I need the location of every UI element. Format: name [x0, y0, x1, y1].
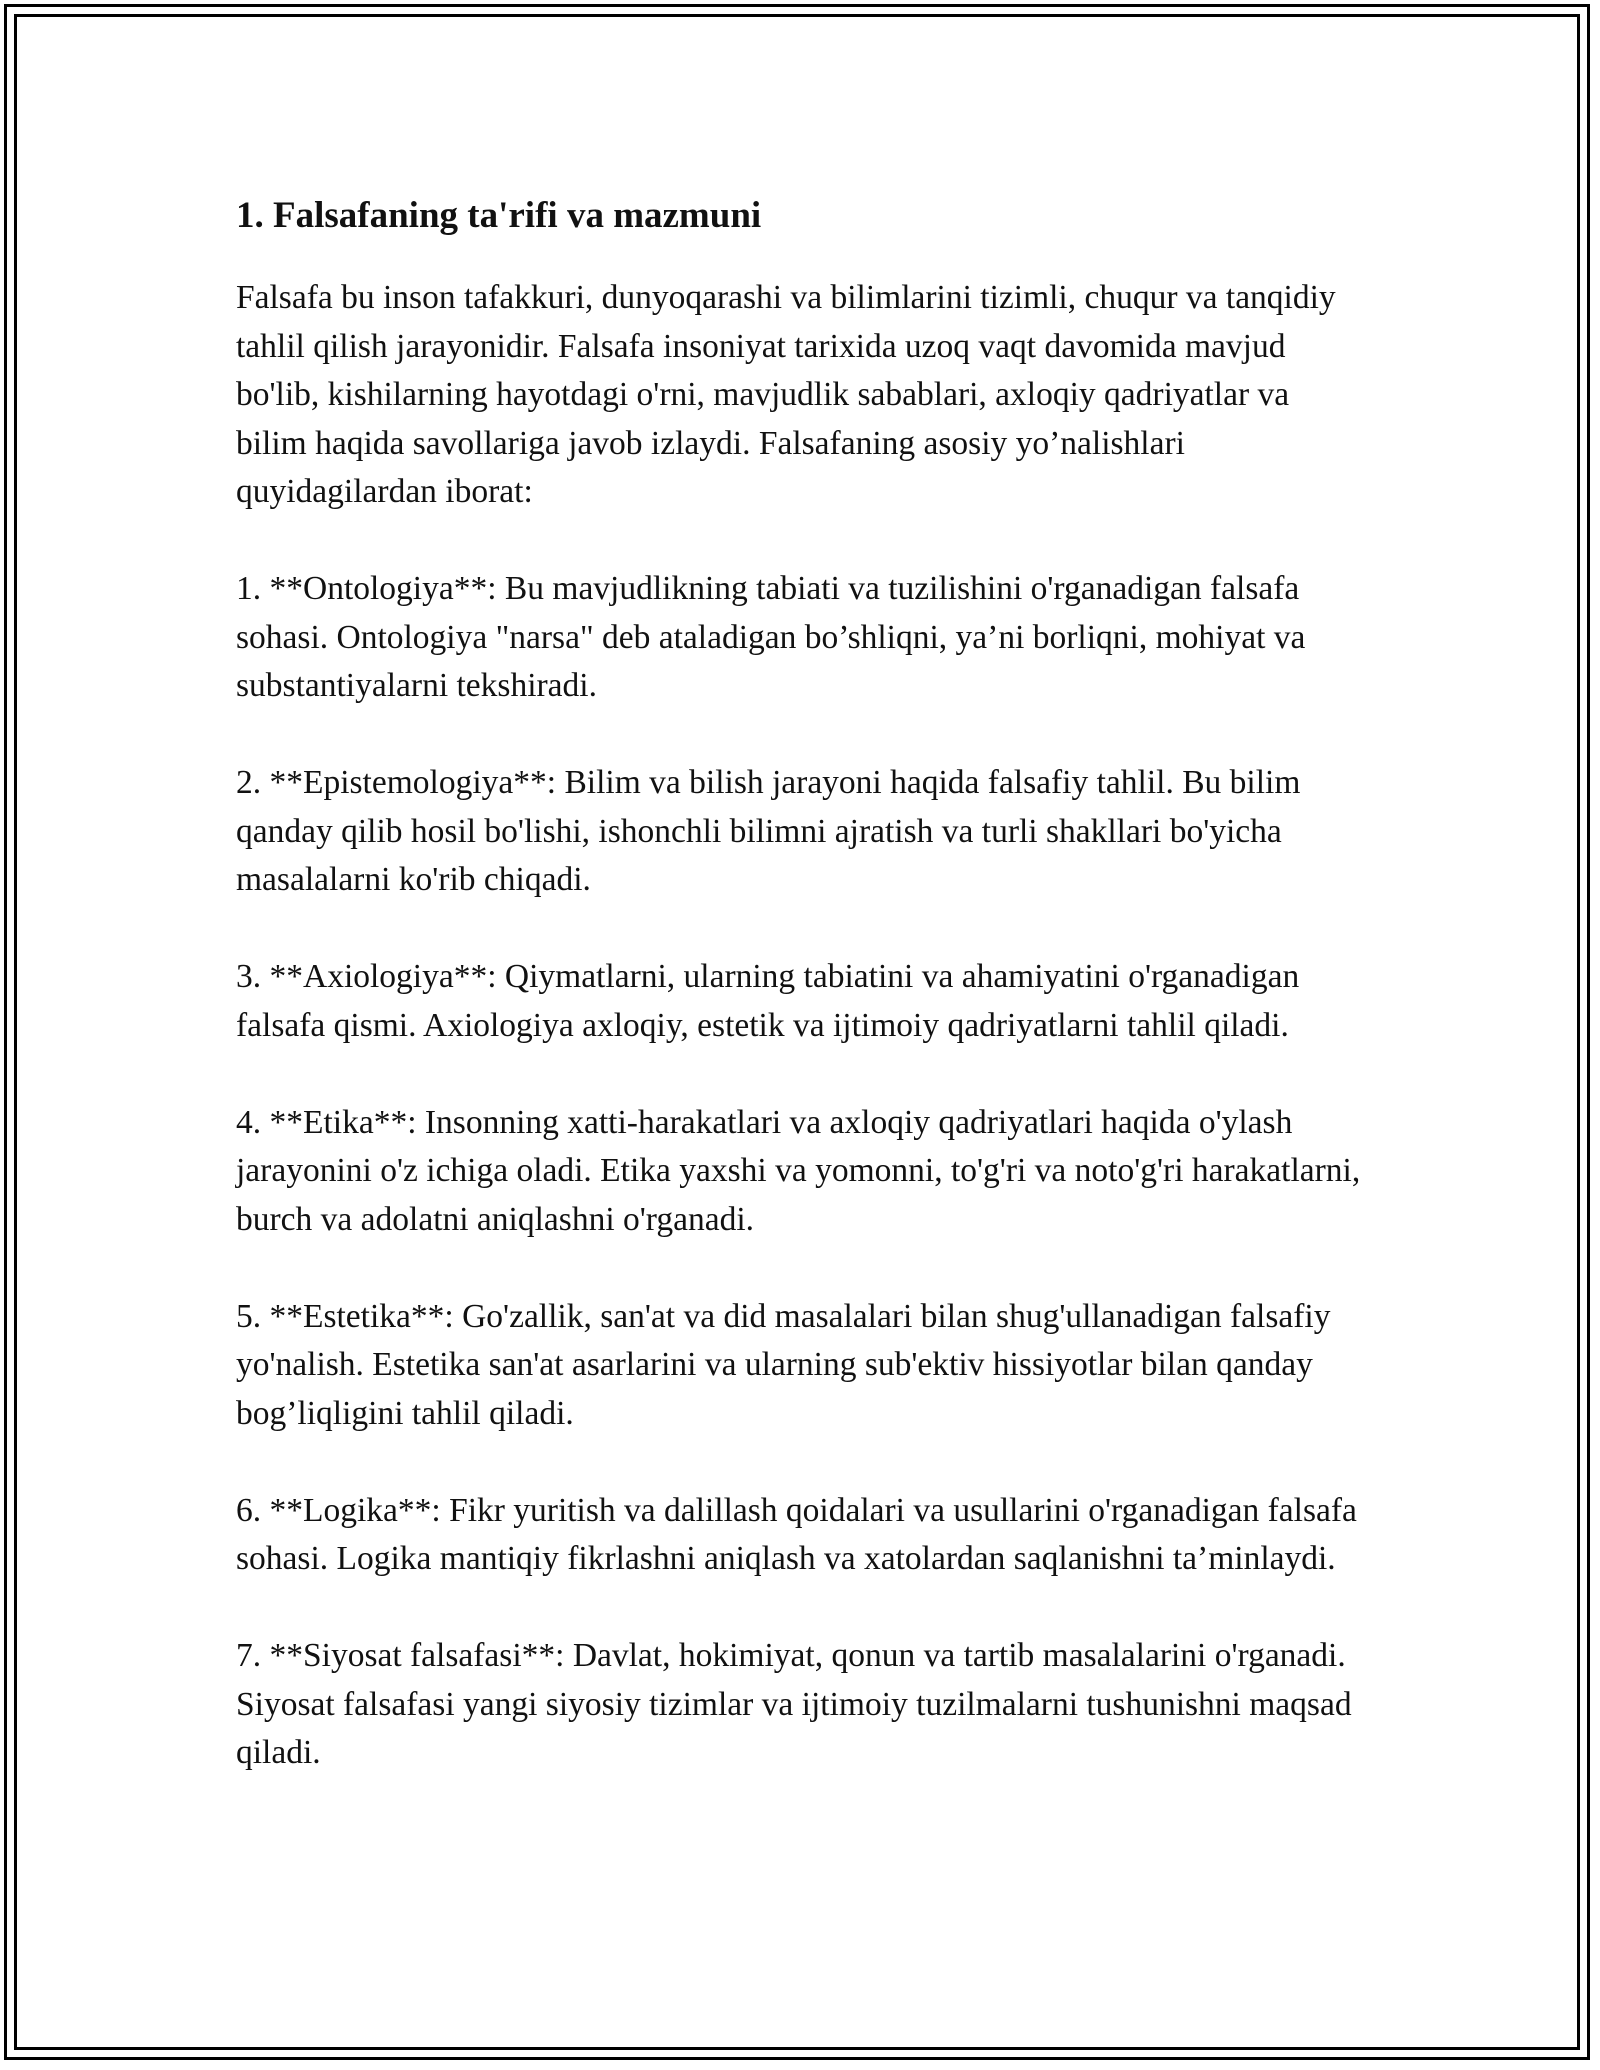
section-heading: 1. Falsafaning ta'rifi va mazmuni	[236, 195, 762, 236]
list-item-axiologiya: 3. **Axiologiya**: Qiymatlarni, ularning tabiatini va ahamiyatini o'rganadigan falsafa qismi. Axiologiya axloqiy, estetik va ijtimoiy qadriyatlarni tahlil qiladi.	[236, 958, 1300, 1044]
list-item-ontologiya: 1. **Ontologiya**: Bu mavjudlikning tabiati va tuzilishini o'rganadigan falsafa sohasi. Ontologiya "narsa" deb ataladigan bo’shliqni, ya’ni borliqni, mohiyat va substantiyalarni tekshiradi.	[236, 570, 1306, 704]
document-body	[236, 180, 1366, 1778]
intro-paragraph: Falsafa bu inson tafakkuri, dunyoqarashi va bilimlarini tizimli, chuqur va tanqidiy tahlil qilish jarayonidir. Falsafa insoniyat tarixida uzoq vaqt davomida mavjud bo'lib, kishilarning hayotdagi o'rni, mavjudlik sabablari, axloqiy qadriyatlar va bilim haqida savollariga javob izlaydi. Falsafaning asosiy yo’nalishlari quyidagilardan iborat:	[236, 279, 1336, 510]
list-item-epistemologiya: 2. **Epistemologiya**: Bilim va bilish jarayoni haqida falsafiy tahlil. Bu bilim qanday qilib hosil bo'lishi, ishonchli bilimni ajratish va turli shakllari bo'yicha masalalarni ko'rib chiqadi.	[236, 764, 1301, 898]
list-item-siyosat-falsafasi: 7. **Siyosat falsafasi**: Davlat, hokimiyat, qonun va tartib masalalarini o'rganadi. Siyosat falsafasi yangi siyosiy tizimlar va ijtimoiy tuzilmalarni tushunishni maqsad qiladi.	[236, 1637, 1352, 1771]
list-item-logika: 6. **Logika**: Fikr yuritish va dalillash qoidalari va usullarini o'rganadigan falsafa sohasi. Logika mantiqiy fikrlashni aniqlash va xatolardan saqlanishni ta’minlaydi.	[236, 1491, 1357, 1577]
list-item-etika: 4. **Etika**: Insonning xatti-harakatlari va axloqiy qadriyatlari haqida o'ylash jarayonini o'z ichiga oladi. Etika yaxshi va yomonni, to'g'ri va noto'g'ri harakatlarni, burch va adolatni aniqlashni o'rganadi.	[236, 1103, 1361, 1238]
list-item-estetika: 5. **Estetika**: Go'zallik, san'at va did masalalari bilan shug'ullanadigan falsafiy yo'nalish. Estetika san'at asarlarini va ularning sub'ektiv hissiyotlar bilan qanday bog’liqligini tahlil qiladi.	[236, 1297, 1331, 1432]
